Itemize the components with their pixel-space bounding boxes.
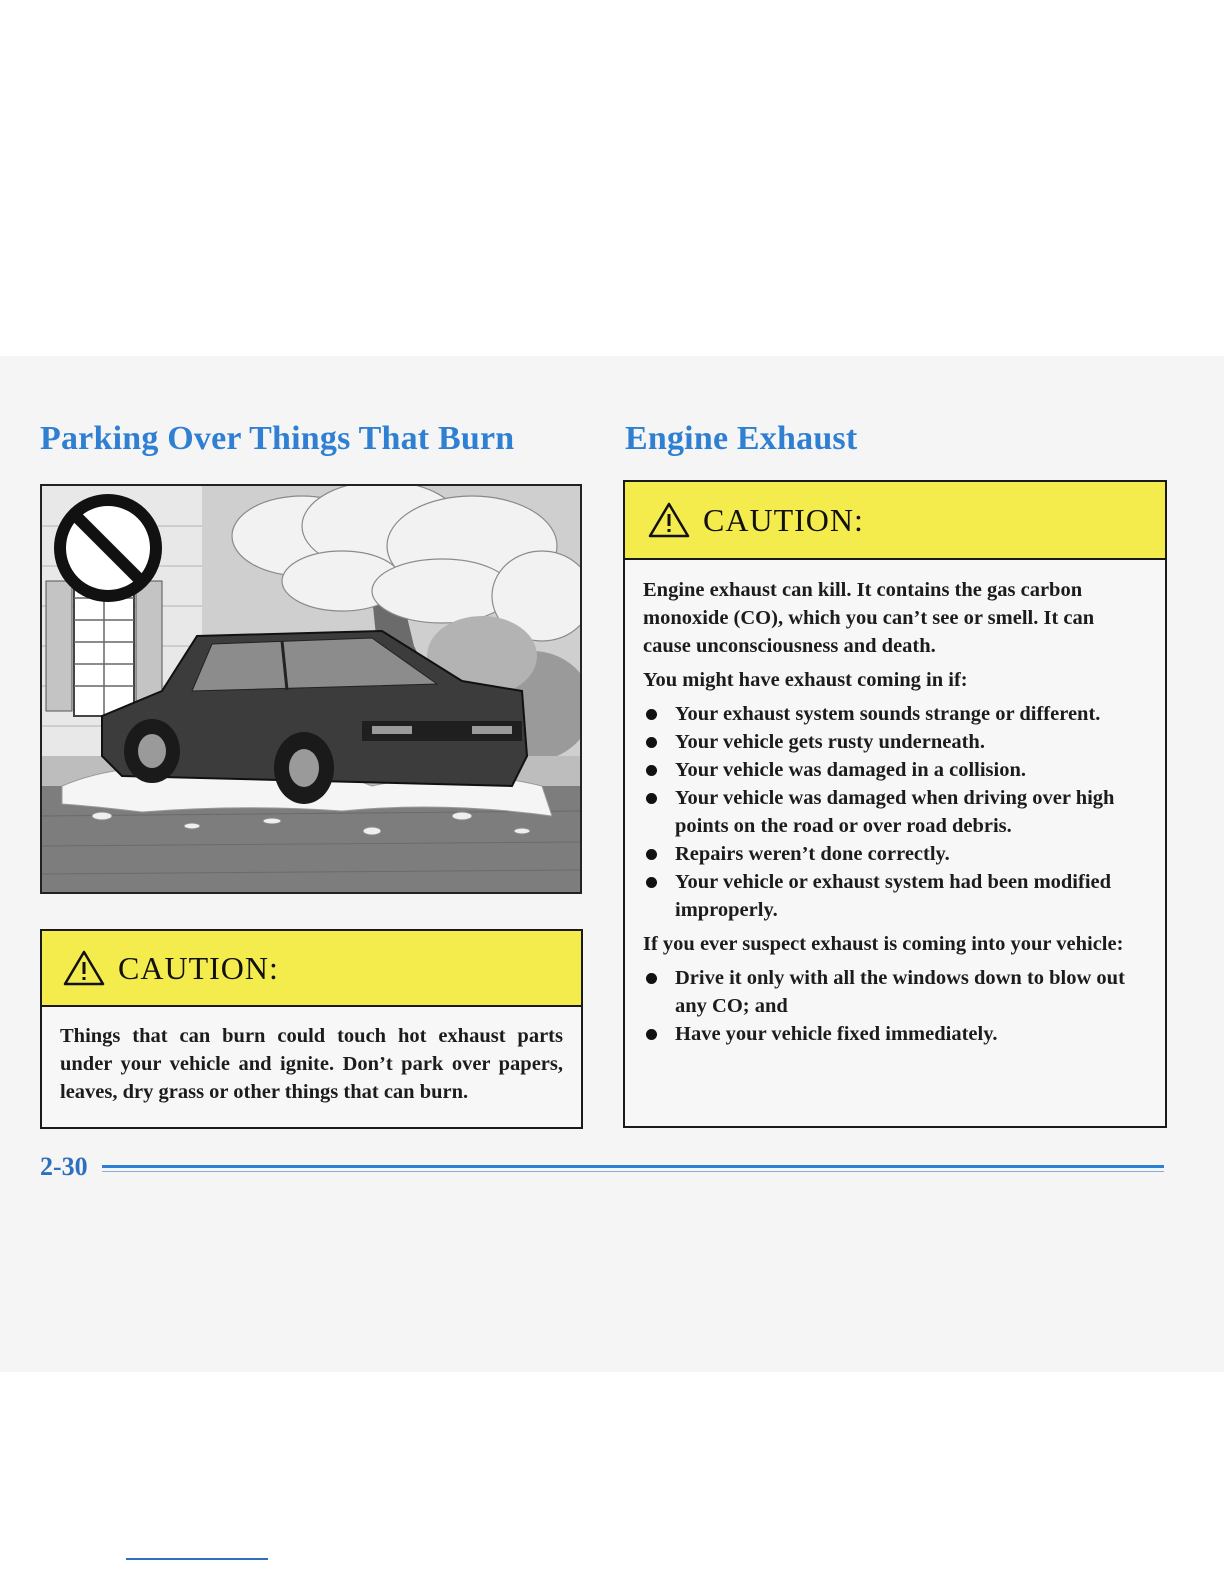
section-title-parking: Parking Over Things That Burn [40, 420, 515, 457]
list-item: Your vehicle gets rusty underneath. [643, 728, 1141, 756]
symptom-list [643, 700, 1141, 924]
caution-text: Things that can burn could touch hot exhaust parts under your vehicle and ignite. Don’t park over papers, leaves, dry grass or other things that can burn. [60, 1025, 563, 1103]
caution-box-parking [40, 929, 583, 1129]
prohibition-sign-icon [60, 500, 156, 596]
caution-header [625, 482, 1165, 560]
caution-body [42, 1007, 581, 1106]
bottom-divider [126, 1558, 268, 1560]
section-title-engine-exhaust: Engine Exhaust [625, 420, 858, 457]
caution-header [42, 931, 581, 1007]
caution-lead: If you ever suspect exhaust is coming into your vehicle: [643, 933, 1124, 955]
list-item: Your vehicle or exhaust system had been modified improperly. [643, 868, 1141, 924]
parked-car-illustration [40, 484, 582, 894]
list-item: Your vehicle was damaged when driving over high points on the road or over road debris. [643, 784, 1141, 840]
list-item: Have your vehicle fixed immediately. [643, 1020, 1141, 1048]
caution-body [625, 560, 1165, 1048]
action-list [643, 964, 1141, 1048]
list-item: Repairs weren’t done correctly. [643, 840, 1141, 868]
caution-label: CAUTION: [703, 501, 864, 538]
list-item: Your vehicle was damaged in a collision. [643, 756, 1141, 784]
warning-triangle-icon [62, 949, 106, 987]
list-item: Your exhaust system sounds strange or different. [643, 700, 1141, 728]
warning-triangle-icon [647, 501, 691, 539]
caution-intro: Engine exhaust can kill. It contains the gas carbon monoxide (CO), which you can’t see or smell. It can cause unconsciousness and death. [643, 579, 1095, 657]
list-item: Drive it only with all the windows down to blow out any CO; and [643, 964, 1141, 1020]
page-number: 2-30 [40, 1152, 88, 1181]
caution-box-engine-exhaust [623, 480, 1167, 1128]
footer-rule [102, 1165, 1164, 1175]
caution-label: CAUTION: [118, 949, 279, 986]
caution-lead: You might have exhaust coming in if: [643, 669, 968, 691]
